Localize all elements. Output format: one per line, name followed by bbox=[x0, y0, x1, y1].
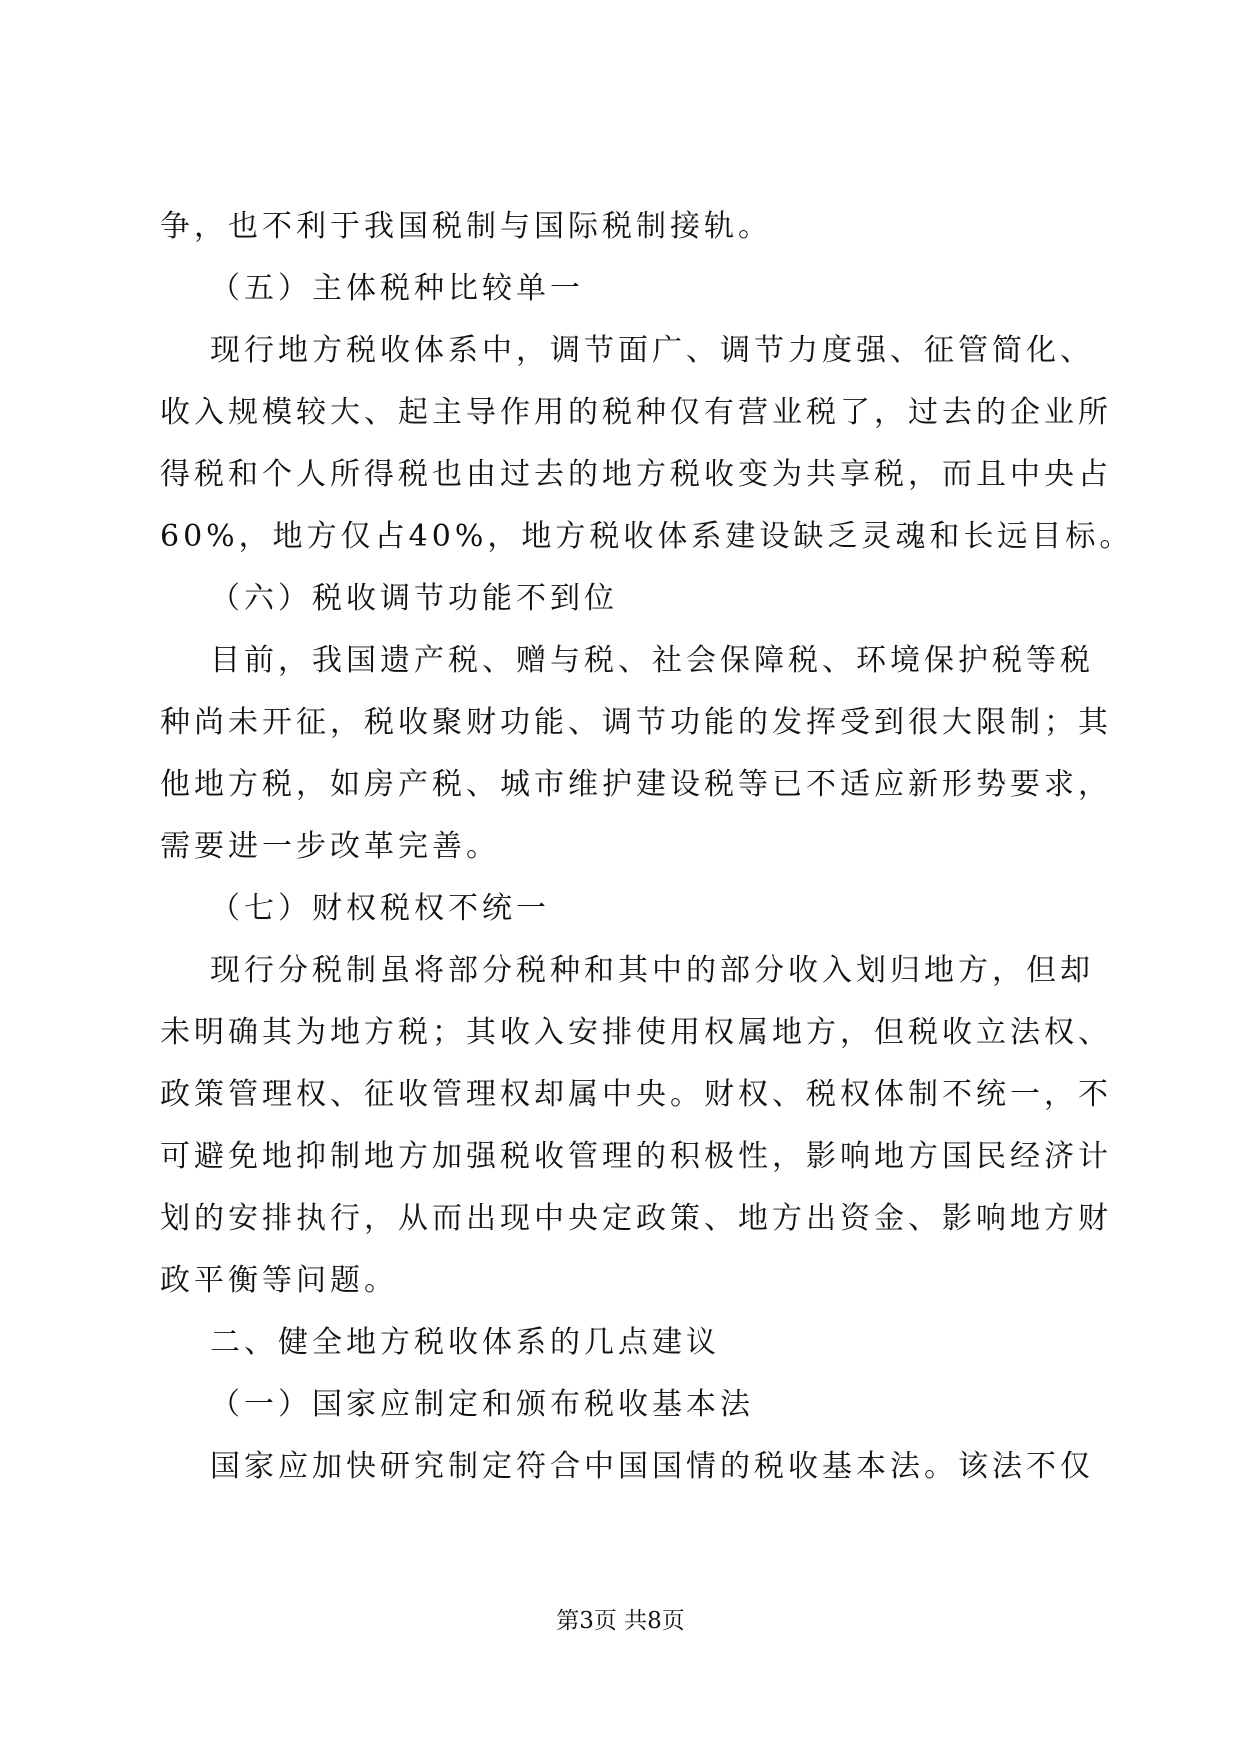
body-text-line: 政策管理权、征收管理权却属中央。财权、税权体制不统一，不 bbox=[160, 1077, 1112, 1112]
section-heading: （七）财权税权不统一 bbox=[210, 891, 550, 926]
body-text-line: 他地方税，如房产税、城市维护建设税等已不适应新形势要求， bbox=[160, 767, 1112, 802]
body-text-line: 划的安排执行，从而出现中央定政策、地方出资金、影响地方财 bbox=[160, 1201, 1112, 1236]
body-text-line: 60%，地方仅占40%，地方税收体系建设缺乏灵魂和长远目标。 bbox=[160, 519, 1134, 554]
body-text-line: 争，也不利于我国税制与国际税制接轨。 bbox=[160, 209, 772, 244]
body-text-line: 政平衡等问题。 bbox=[160, 1263, 398, 1298]
body-text-line: 现行地方税收体系中，调节面广、调节力度强、征管简化、 bbox=[210, 333, 1094, 368]
section-heading: （五）主体税种比较单一 bbox=[210, 271, 584, 306]
chapter-heading: 二、健全地方税收体系的几点建议 bbox=[210, 1325, 720, 1360]
section-heading: （一）国家应制定和颁布税收基本法 bbox=[210, 1387, 754, 1422]
body-text-line: 现行分税制虽将部分税种和其中的部分收入划归地方，但却 bbox=[210, 953, 1094, 988]
body-text-line: 收入规模较大、起主导作用的税种仅有营业税了，过去的企业所 bbox=[160, 395, 1112, 430]
body-text-line: 可避免地抑制地方加强税收管理的积极性，影响地方国民经济计 bbox=[160, 1139, 1112, 1174]
body-text-line: 国家应加快研究制定符合中国国情的税收基本法。该法不仅 bbox=[210, 1449, 1094, 1484]
body-text-line: 目前，我国遗产税、赠与税、社会保障税、环境保护税等税 bbox=[210, 643, 1094, 678]
body-text-line: 未明确其为地方税；其收入安排使用权属地方，但税收立法权、 bbox=[160, 1015, 1112, 1050]
body-text-line: 需要进一步改革完善。 bbox=[160, 829, 500, 864]
body-text-line: 种尚未开征，税收聚财功能、调节功能的发挥受到很大限制；其 bbox=[160, 705, 1112, 740]
page-number-footer: 第3页 共8页 bbox=[556, 1608, 685, 1634]
section-heading: （六）税收调节功能不到位 bbox=[210, 581, 618, 616]
body-text-line: 得税和个人所得税也由过去的地方税收变为共享税，而且中央占 bbox=[160, 457, 1112, 492]
